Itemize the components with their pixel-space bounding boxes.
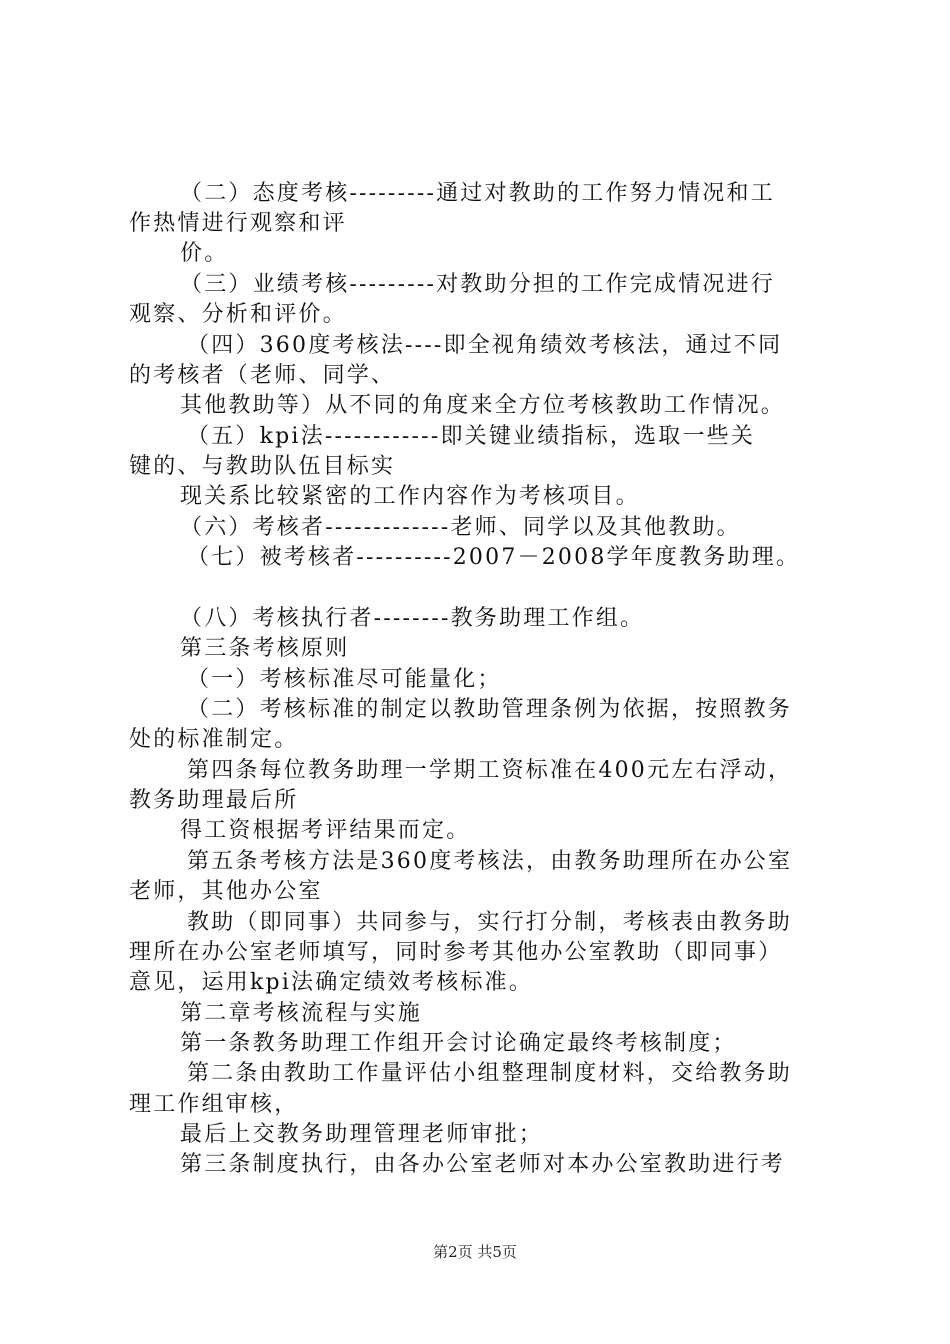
- text-line: （二）考核标准的制定以教助管理条例为依据，按照教务: [187, 697, 793, 722]
- text-line: 理所在办公室老师填写，同时参考其他办公室教助（即同事）: [129, 940, 783, 965]
- text-line: 的考核者（老师、同学、: [129, 363, 396, 388]
- text-line: 教务助理最后所: [129, 788, 299, 813]
- text-line: 教助（即同事）共同参与，实行打分制，考核表由教务助: [187, 910, 793, 935]
- text-line: 键的、与教助队伍目标实: [129, 454, 396, 479]
- text-line: 理工作组审核，: [129, 1092, 299, 1117]
- text-line: 观察、分析和评价。: [129, 302, 347, 327]
- text-line: 价。: [180, 241, 229, 266]
- text-line: 老师，其他办公室: [129, 879, 323, 904]
- text-line: （七）被考核者----------2007－2008学年度教务助理。: [187, 545, 801, 570]
- text-line: 第二条由教助工作量评估小组整理制度材料，交给教务助: [187, 1061, 793, 1086]
- text-line: 第一条教务助理工作组开会讨论确定最终考核制度；: [180, 1031, 737, 1056]
- text-line: （三）业绩考核---------对教助分担的工作完成情况进行: [180, 272, 775, 297]
- text-line: （四）360度考核法----即全视角绩效考核法，通过不同: [187, 333, 783, 358]
- text-line: 第四条每位教务助理一学期工资标准在400元左右浮动，: [187, 758, 793, 783]
- text-line: （五）kpi法------------即关键业绩指标，选取一些关: [187, 424, 756, 449]
- text-line: 第三条制度执行，由各办公室老师对本办公室教助进行考: [180, 1152, 786, 1177]
- text-line: （六）考核者-------------老师、同学以及其他教助。: [180, 515, 741, 540]
- text-line: 处的标准制定。: [129, 727, 299, 752]
- text-line: 作热情进行观察和评: [129, 211, 347, 236]
- text-line: 第二章考核流程与实施: [180, 1001, 423, 1026]
- text-line: 意见，运用kpi法确定绩效考核标准。: [129, 970, 534, 995]
- text-line: 其他教助等）从不同的角度来全方位考核教助工作情况。: [180, 393, 786, 418]
- text-line: 最后上交教务助理管理老师审批；: [180, 1122, 544, 1147]
- text-line: （八）考核执行者--------教务助理工作组。: [180, 606, 645, 631]
- text-line: 第三条考核原则: [180, 636, 350, 661]
- text-line: 第五条考核方法是360度考核法，由教务助理所在办公室: [187, 849, 793, 874]
- text-line: （一）考核标准尽可能量化；: [187, 667, 502, 692]
- page-footer: 第2页 共5页: [433, 1243, 517, 1261]
- text-line: 得工资根据考评结果而定。: [180, 818, 471, 843]
- text-line: 现关系比较紧密的工作内容作为考核项目。: [180, 484, 640, 509]
- text-line: （二）态度考核---------通过对教助的工作努力情况和工: [180, 181, 775, 206]
